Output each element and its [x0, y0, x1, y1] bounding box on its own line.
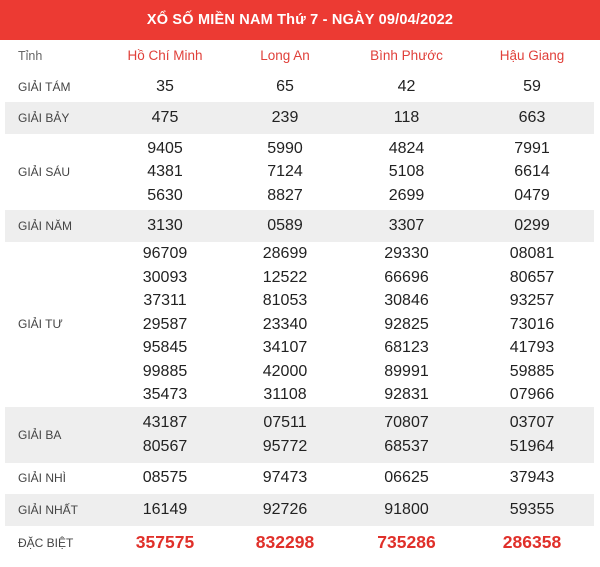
prize-cell-binh-phuoc: [343, 102, 470, 134]
prize-number: 93257: [509, 292, 555, 309]
prize-label: GIẢI BA: [5, 407, 103, 463]
prize-number: 6614: [514, 163, 550, 181]
prize-number: 239: [271, 109, 299, 127]
prize-cell-hau-giang: [470, 242, 594, 407]
prize-cell-hau-giang: [470, 463, 594, 494]
prize-cell-long-an: [227, 134, 343, 210]
prize-cell-long-an: [227, 102, 343, 134]
prize-number: 80567: [142, 437, 188, 455]
prize-cell-binh-phuoc: [343, 71, 470, 102]
prize-number: 59355: [509, 500, 555, 518]
prize-number: 31108: [263, 386, 307, 403]
prize-number: 42: [397, 77, 416, 95]
prize-number: 5108: [388, 163, 425, 181]
prize-number: 3130: [147, 217, 183, 235]
prize-cell-binh-phuoc: [343, 407, 470, 463]
prize-cell-hcm: [103, 526, 227, 560]
prize-number: 07511: [263, 414, 307, 431]
prize-number: 0479: [514, 186, 550, 204]
prize-cell-hcm: [103, 134, 227, 210]
prize-number: 08575: [142, 469, 188, 487]
prize-cell-long-an: [227, 71, 343, 102]
prize-cell-hcm: [103, 242, 227, 407]
prize-number: 28699: [262, 245, 308, 262]
prize-label: GIẢI NHẤT: [5, 494, 103, 526]
prize-cell-binh-phuoc: [343, 210, 470, 242]
prize-cell-hcm: [103, 463, 227, 494]
prize-cell-binh-phuoc: [343, 134, 470, 210]
prize-number: 73016: [509, 315, 555, 333]
prize-number: 07966: [509, 386, 555, 403]
prize-number: 2699: [388, 186, 425, 204]
prize-number: 06625: [384, 469, 429, 487]
prize-number: 8827: [267, 186, 303, 204]
page-title: XỔ SỐ MIỀN NAM Thứ 7 - NGÀY 09/04/2022: [0, 0, 600, 40]
prize-number: 08081: [509, 245, 555, 262]
prize-cell-hcm: [103, 494, 227, 526]
prize-row: [5, 102, 594, 134]
prize-number: 5990: [267, 139, 303, 157]
prize-number: 29587: [142, 315, 188, 333]
prize-number: 95845: [142, 339, 188, 356]
prize-label: GIẢI SÁU: [18, 165, 71, 179]
prize-cell-binh-phuoc: [343, 242, 470, 407]
prize-cell-hau-giang: [470, 102, 594, 134]
prize-cell-long-an: [227, 407, 343, 463]
prize-number: 59885: [509, 362, 555, 380]
prize-number: 37943: [509, 469, 555, 487]
prize-number: 475: [151, 109, 179, 127]
prize-number: 42000: [262, 362, 308, 380]
prize-row: [5, 242, 594, 407]
table-header-row: [5, 40, 594, 71]
prize-cell-hau-giang: [470, 494, 594, 526]
prize-number: 118: [393, 109, 420, 127]
prize-number: 37311: [143, 292, 187, 309]
prize-row: [5, 71, 594, 102]
prize-number: 23340: [262, 315, 308, 333]
prize-label: GIẢI TÁM: [18, 79, 71, 94]
prize-row: [5, 407, 594, 463]
province-header-long-an[interactable]: Long An: [260, 48, 310, 63]
prize-cell-hau-giang: [470, 210, 594, 242]
special-prize-number: 286358: [502, 531, 562, 552]
prize-number: 4824: [388, 139, 425, 157]
prize-number: 30093: [142, 268, 188, 286]
prize-number: 89991: [384, 362, 429, 380]
prize-label: GIẢI NĂM: [5, 210, 103, 242]
special-prize-number: 832298: [255, 531, 315, 552]
prize-cell-hcm: [103, 71, 227, 102]
prize-number: 96709: [142, 245, 188, 262]
prize-cell-long-an: [227, 463, 343, 494]
prize-cell-hcm: [103, 102, 227, 134]
prize-number: 663: [518, 109, 546, 127]
prize-number: 4381: [147, 163, 183, 181]
prize-label: GIẢI BẢY: [5, 102, 103, 134]
prize-cell-long-an: [227, 242, 343, 407]
prize-number: 34107: [262, 339, 308, 356]
prize-cell-hau-giang: [470, 407, 594, 463]
prize-number: 7991: [514, 139, 550, 157]
prize-row: [5, 134, 594, 210]
special-prize-number: 357575: [135, 531, 195, 552]
prize-label: GIẢI TƯ: [18, 317, 63, 332]
prize-number: 3307: [388, 217, 425, 235]
prize-number: 43187: [142, 414, 188, 431]
prize-number: 92825: [384, 315, 429, 333]
province-header-hau-giang[interactable]: Hậu Giang: [499, 48, 565, 63]
prize-row: [5, 494, 594, 526]
province-header-binh-phuoc[interactable]: Bình Phước: [370, 48, 443, 63]
prize-number: 51964: [509, 437, 555, 455]
prize-number: 65: [276, 77, 294, 95]
prize-cell-hau-giang: [470, 526, 594, 560]
prize-number: 0299: [514, 217, 550, 235]
prize-number: 92831: [384, 386, 429, 403]
prize-number: 35: [156, 77, 174, 95]
prize-cell-binh-phuoc: [343, 463, 470, 494]
prize-number: 12522: [262, 268, 308, 286]
prize-label: ĐẶC BIỆT: [18, 535, 74, 550]
prize-row: [5, 526, 594, 560]
prize-cell-binh-phuoc: [343, 494, 470, 526]
prize-number: 35473: [142, 386, 188, 403]
prize-number: 9405: [147, 139, 183, 157]
prize-cell-hau-giang: [470, 71, 594, 102]
prize-row: [5, 210, 594, 242]
prize-number: 68537: [384, 437, 429, 455]
prize-cell-hau-giang: [470, 134, 594, 210]
prize-number: 7124: [267, 163, 303, 181]
prize-cell-binh-phuoc: [343, 526, 470, 560]
prize-label: GIẢI NHÌ: [18, 471, 67, 485]
prize-number: 0589: [267, 217, 303, 235]
prize-number: 80657: [509, 268, 555, 286]
prize-number: 59: [523, 77, 541, 95]
prize-number: 41793: [509, 339, 555, 356]
prize-number: 5630: [147, 186, 183, 204]
prize-number: 30846: [384, 292, 429, 309]
province-header-hcm[interactable]: Hồ Chí Minh: [127, 48, 203, 63]
prize-cell-long-an: [227, 210, 343, 242]
results-table: [5, 40, 594, 560]
prize-number: 29330: [384, 245, 429, 262]
prize-number: 70807: [384, 414, 429, 431]
prize-row: [5, 463, 594, 494]
prize-cell-long-an: [227, 494, 343, 526]
prize-number: 91800: [384, 500, 429, 518]
prize-cell-hcm: [103, 407, 227, 463]
prize-number: 16149: [142, 500, 188, 518]
prize-cell-hcm: [103, 210, 227, 242]
prize-cell-long-an: [227, 526, 343, 560]
prize-number: 95772: [262, 437, 308, 455]
prize-number: 99885: [142, 362, 188, 380]
prize-number: 92726: [262, 500, 308, 518]
prize-number: 97473: [262, 469, 308, 487]
prize-number: 68123: [384, 339, 429, 356]
prize-number: 03707: [509, 414, 555, 431]
special-prize-number: 735286: [377, 531, 436, 552]
province-header-label: Tỉnh: [18, 48, 43, 63]
prize-number: 66696: [384, 268, 429, 286]
prize-number: 81053: [262, 292, 308, 309]
